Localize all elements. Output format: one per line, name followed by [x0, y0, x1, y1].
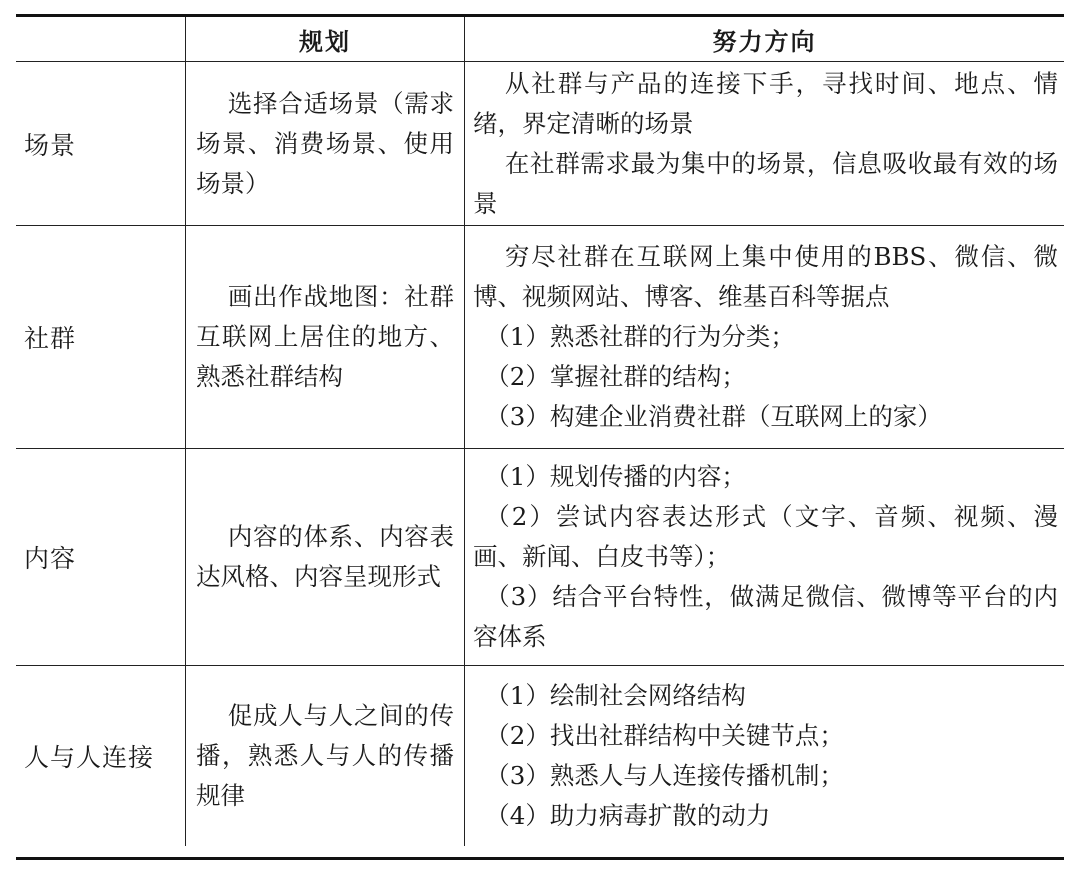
plan-connection: [186, 666, 465, 846]
directions-community: [465, 226, 1064, 449]
plan-scene: [186, 62, 465, 226]
row-label-connection: 人与人连接: [16, 666, 186, 846]
direction-item: （1）规划传播的内容；: [485, 462, 746, 491]
row-label-community: 社群: [16, 226, 186, 449]
plan-text: 内容的体系、内容表达风格、内容呈现形式: [196, 522, 454, 591]
direction-item: （2）找出社群结构中关键节点；: [485, 721, 844, 750]
directions-scene: [465, 62, 1064, 226]
row-label-content: 内容: [16, 449, 186, 666]
plan-text: 促成人与人之间的传播，熟悉人与人的传播规律: [196, 701, 454, 810]
directions-content: [465, 449, 1064, 666]
plan-content: [186, 449, 465, 666]
direction-item: （2）掌握社群的结构；: [485, 362, 746, 391]
direction-item: （1）绘制社会网络结构: [485, 681, 746, 710]
header-empty-cell: [16, 17, 186, 62]
header-plan: 规划: [186, 17, 465, 62]
plan-text: 选择合适场景（需求场景、消费场景、使用场景）: [196, 88, 454, 198]
direction-item: （1）熟悉社群的行为分类；: [485, 322, 795, 351]
direction-text: 在社群需求最为集中的场景，信息吸收最有效的场景: [473, 148, 1058, 218]
direction-item: （3）结合平台特性，做满足微信、微博等平台的内容体系: [473, 582, 1058, 651]
direction-text: 穷尽社群在互联网上集中使用的BBS、微信、微博、视频网站、博客、维基百科等据点: [473, 242, 1058, 311]
direction-item: （3）熟悉人与人连接传播机制；: [485, 761, 844, 790]
direction-item: （3）构建企业消费社群（互联网上的家）: [485, 402, 942, 431]
plan-text: 画出作战地图：社群互联网上居住的地方、熟悉社群结构: [196, 282, 454, 391]
row-label-scene: 场景: [16, 62, 186, 226]
strategy-table: [16, 14, 1064, 860]
direction-item: （2）尝试内容表达形式（文字、音频、视频、漫画、新闻、白皮书等）；: [473, 502, 1058, 571]
directions-connection: [465, 666, 1064, 846]
header-directions: 努力方向: [465, 17, 1064, 62]
plan-community: [186, 226, 465, 449]
direction-item: （4）助力病毒扩散的动力: [485, 801, 771, 830]
direction-text: 从社群与产品的连接下手，寻找时间、地点、情绪，界定清晰的场景: [473, 68, 1058, 138]
